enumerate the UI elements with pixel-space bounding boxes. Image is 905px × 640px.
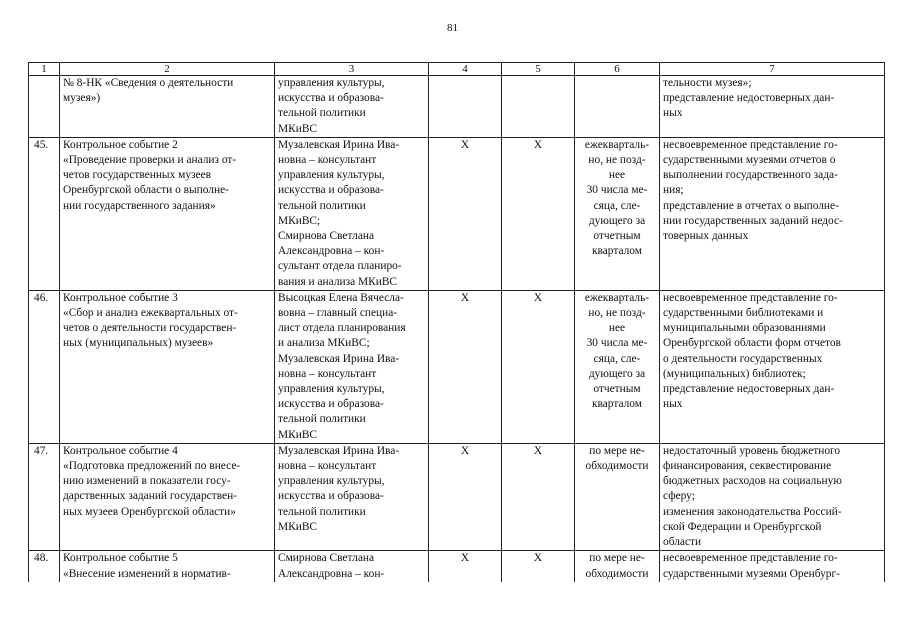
row-number (29, 76, 60, 138)
table-row (29, 76, 885, 138)
mark-cell: X (502, 137, 575, 290)
column-header: 7 (660, 63, 885, 76)
deadline-cell: по мере не- обходимости (575, 443, 660, 550)
deadline-cell: ежекварталь- но, не позд- нее 30 числа ме- сяца, сле- дующего за отчетным кварталом (575, 137, 660, 290)
deadline-cell: по мере не- обходимости (575, 551, 660, 582)
row-number: 48. (29, 551, 60, 582)
row-number: 47. (29, 443, 60, 550)
mark-cell: X (429, 551, 502, 582)
event-cell: Контрольное событие 5 «Внесение изменений в норматив- (60, 551, 275, 582)
responsible-cell: управления культуры, искусства и образова- тельной политики МКиВС (275, 76, 429, 138)
mark-cell: X (502, 443, 575, 550)
control-events-table (28, 62, 885, 582)
column-number-row (29, 63, 885, 76)
event-cell: Контрольное событие 4 «Подготовка предложений по внесе- нию изменений в показатели госу- дарственных заданий государствен- ных музеев Оренбургской области» (60, 443, 275, 550)
event-cell: № 8-НК «Сведения о деятельности музея») (60, 76, 275, 138)
risks-cell: несвоевременное представление го- сударственными музеями отчетов о выполнении государственного зада- ния; представление в отчетах о выполне- нии государственных заданий недос- товерных данных (660, 137, 885, 290)
deadline-cell (575, 76, 660, 138)
column-header: 6 (575, 63, 660, 76)
risks-cell: недостаточный уровень бюджетного финансирования, секвестирование бюджетных расходов на социальную сферу; изменения законодательства Россий- ской Федерации и Оренбургской области (660, 443, 885, 550)
deadline-cell: ежекварталь- но, не позд- нее 30 числа ме- сяца, сле- дующего за отчетным кварталом (575, 290, 660, 443)
responsible-cell: Музалевская Ирина Ива- новна – консультант управления культуры, искусства и образова- тельной политики МКиВС; Смирнова Светлана Александровна – кон- сультант отдела планиро- вания и анализа МКиВС (275, 137, 429, 290)
column-header: 3 (275, 63, 429, 76)
column-header: 4 (429, 63, 502, 76)
page-number: 81 (447, 22, 458, 34)
row-number: 45. (29, 137, 60, 290)
mark-cell: X (429, 137, 502, 290)
row-number: 46. (29, 290, 60, 443)
risks-cell: тельности музея»; представление недостоверных дан- ных (660, 76, 885, 138)
mark-cell: X (429, 443, 502, 550)
risks-cell: несвоевременное представление го- сударственными музеями Оренбург- (660, 551, 885, 582)
mark-cell (502, 76, 575, 138)
responsible-cell: Смирнова Светлана Александровна – кон- (275, 551, 429, 582)
column-header: 1 (29, 63, 60, 76)
table-row (29, 551, 885, 582)
event-cell: Контрольное событие 3 «Сбор и анализ ежеквартальных от- четов о деятельности государствен- ных (муниципальных) музеев» (60, 290, 275, 443)
mark-cell: X (429, 290, 502, 443)
mark-cell: X (502, 551, 575, 582)
table-row (29, 443, 885, 550)
risks-cell: несвоевременное представление го- сударственными библиотеками и муниципальными образованиями Оренбургской области форм отчетов о деятельности государственных (муниципальных) библиотек; представление недостоверных дан- ных (660, 290, 885, 443)
column-header: 2 (60, 63, 275, 76)
column-header: 5 (502, 63, 575, 76)
mark-cell (429, 76, 502, 138)
table-row (29, 137, 885, 290)
table-row (29, 290, 885, 443)
responsible-cell: Высоцкая Елена Вячесла- вовна – главный специа- лист отдела планирования и анализа МКиВС; Музалевская Ирина Ива- новна – консультант управления культуры, искусства и образова- тельной политики МКиВС (275, 290, 429, 443)
responsible-cell: Музалевская Ирина Ива- новна – консультант управления культуры, искусства и образова- тельной политики МКиВС (275, 443, 429, 550)
event-cell: Контрольное событие 2 «Проведение проверки и анализ от- четов государственных музеев Оренбургской области о выполне- нии государственного задания» (60, 137, 275, 290)
mark-cell: X (502, 290, 575, 443)
